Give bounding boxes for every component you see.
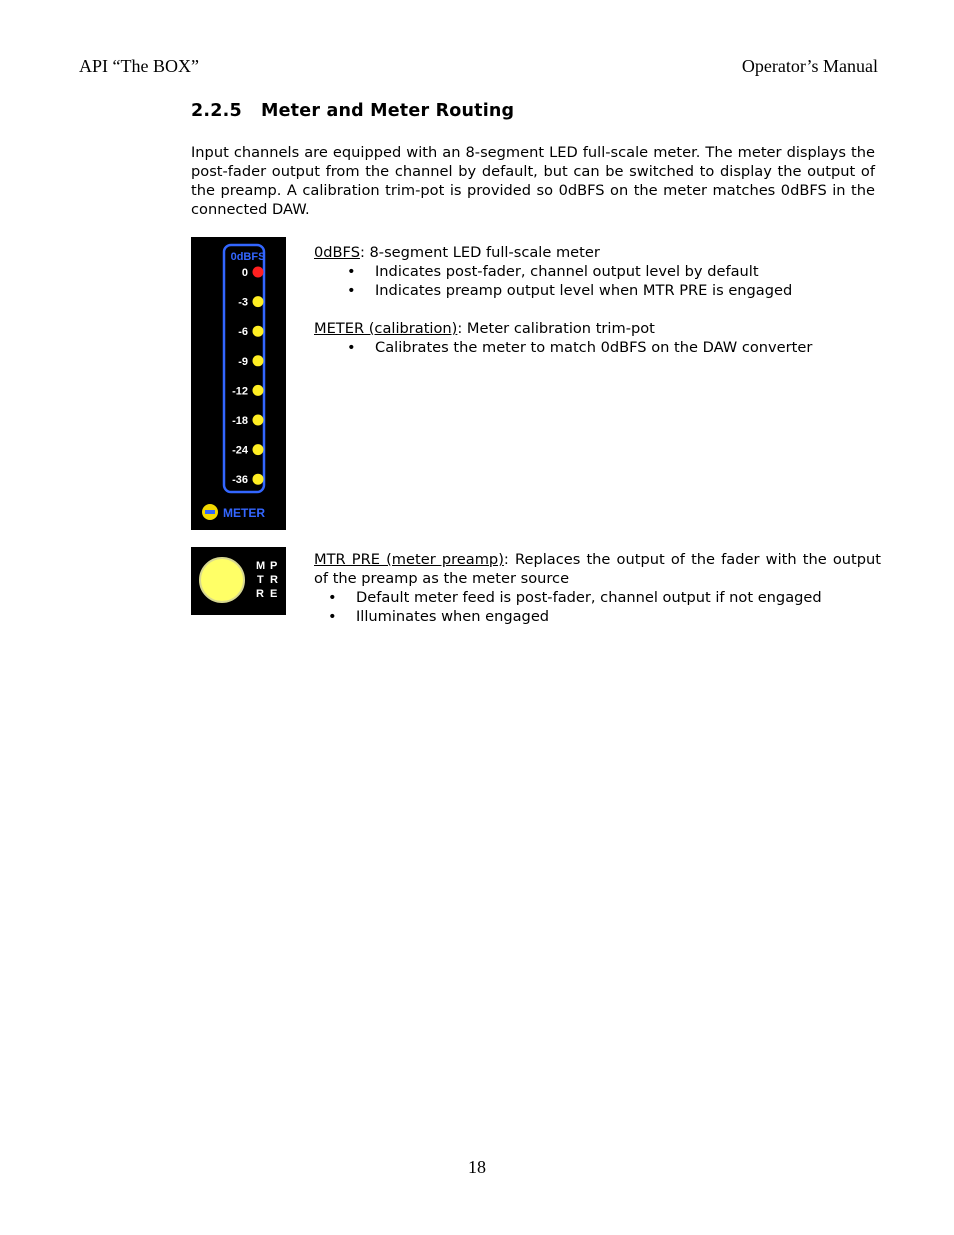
meter-led-1: [253, 267, 264, 278]
section-title: Meter and Meter Routing: [261, 101, 515, 121]
meter-led-2: [253, 296, 264, 307]
meter-bullets: [314, 338, 812, 357]
meter-term: METER (calibration): [314, 320, 458, 337]
bullet-icon: •: [328, 589, 337, 606]
list-item: [314, 281, 792, 300]
page-number: 18: [468, 1157, 486, 1177]
mtr-letter-p: P: [270, 560, 278, 572]
mtr-letter-m: M: [256, 560, 266, 572]
meter-segments: [232, 267, 263, 487]
list-item: [314, 262, 792, 281]
section-heading: [191, 101, 514, 121]
mtr-letter-e: E: [270, 588, 278, 600]
meter-led-6: [253, 415, 264, 426]
meter-panel-image: [191, 237, 286, 530]
mtr-letter-t: T: [257, 574, 264, 586]
mtr-pre-panel-image: [191, 547, 286, 615]
section-number: 2.2.5: [191, 101, 242, 121]
meter-panel-svg: [191, 237, 286, 530]
bullet-text: Indicates post-fader, channel output level by default: [375, 263, 759, 280]
list-item: [314, 607, 881, 626]
meter-segment-label: -36: [232, 474, 248, 487]
mtr-letter-r1: R: [270, 574, 278, 586]
mtr-pre-button: [200, 558, 244, 602]
meter-segment-label: -9: [238, 355, 248, 368]
odbfs-bullets: [314, 262, 792, 300]
meter-segment-label: -3: [238, 296, 248, 309]
bullet-icon: •: [328, 608, 337, 625]
meter-led-4: [253, 355, 264, 366]
bullet-text: Calibrates the meter to match 0dBFS on the DAW converter: [375, 339, 813, 356]
mtr-letter-r2: R: [256, 588, 264, 600]
meter-segment-label: 0: [241, 267, 248, 279]
meter-led-3: [253, 326, 264, 337]
list-item: [314, 588, 881, 607]
mtr-pre-term: MTR PRE (meter preamp): [314, 551, 504, 568]
bullet-icon: •: [347, 339, 356, 356]
meter-segment-label: -12: [232, 385, 248, 398]
bullet-icon: •: [347, 282, 356, 299]
meter-segment-label: -24: [232, 444, 248, 457]
bullet-text: Indicates preamp output level when MTR PRE is engaged: [375, 282, 793, 299]
meter-bottom-label: METER: [223, 506, 265, 520]
meter-led-7: [253, 444, 264, 455]
bullet-icon: •: [347, 263, 356, 280]
meter-segment-label: -18: [232, 415, 248, 427]
mtr-pre-description: [314, 550, 881, 626]
meter-segment-label: -6: [238, 326, 248, 339]
meter-description: [314, 319, 812, 357]
meter-led-8: [253, 474, 264, 485]
odbfs-description: [314, 243, 792, 300]
odbfs-term: 0dBFS: [314, 244, 360, 261]
mtr-pre-bullets: [314, 588, 881, 626]
mtr-pre-desc: : Replaces the output of the fader with the output of the preamp as the meter source: [314, 551, 882, 587]
meter-top-label: 0dBFS: [230, 251, 266, 263]
intro-paragraph: Input channels are equipped with an 8-segment LED full-scale meter. The meter displays the post-fader output from the channel by default, but can be switched to display the output of the preamp. A calibration trim-pot is provided so 0dBFS on the meter matches 0dBFS in the connected DAW.: [191, 144, 875, 218]
meter-desc: : Meter calibration trim-pot: [457, 320, 655, 337]
header-left: API “The BOX”: [79, 56, 199, 76]
mtr-pre-svg: [191, 547, 286, 615]
trim-pot-slot: [205, 510, 215, 514]
meter-led-5: [253, 385, 264, 396]
header-right: Operator’s Manual: [741, 56, 878, 76]
odbfs-desc: : 8-segment LED full-scale meter: [359, 244, 600, 261]
bullet-text: Illuminates when engaged: [356, 608, 550, 625]
bullet-text: Default meter feed is post-fader, channel output if not engaged: [356, 589, 822, 606]
list-item: [314, 338, 812, 357]
